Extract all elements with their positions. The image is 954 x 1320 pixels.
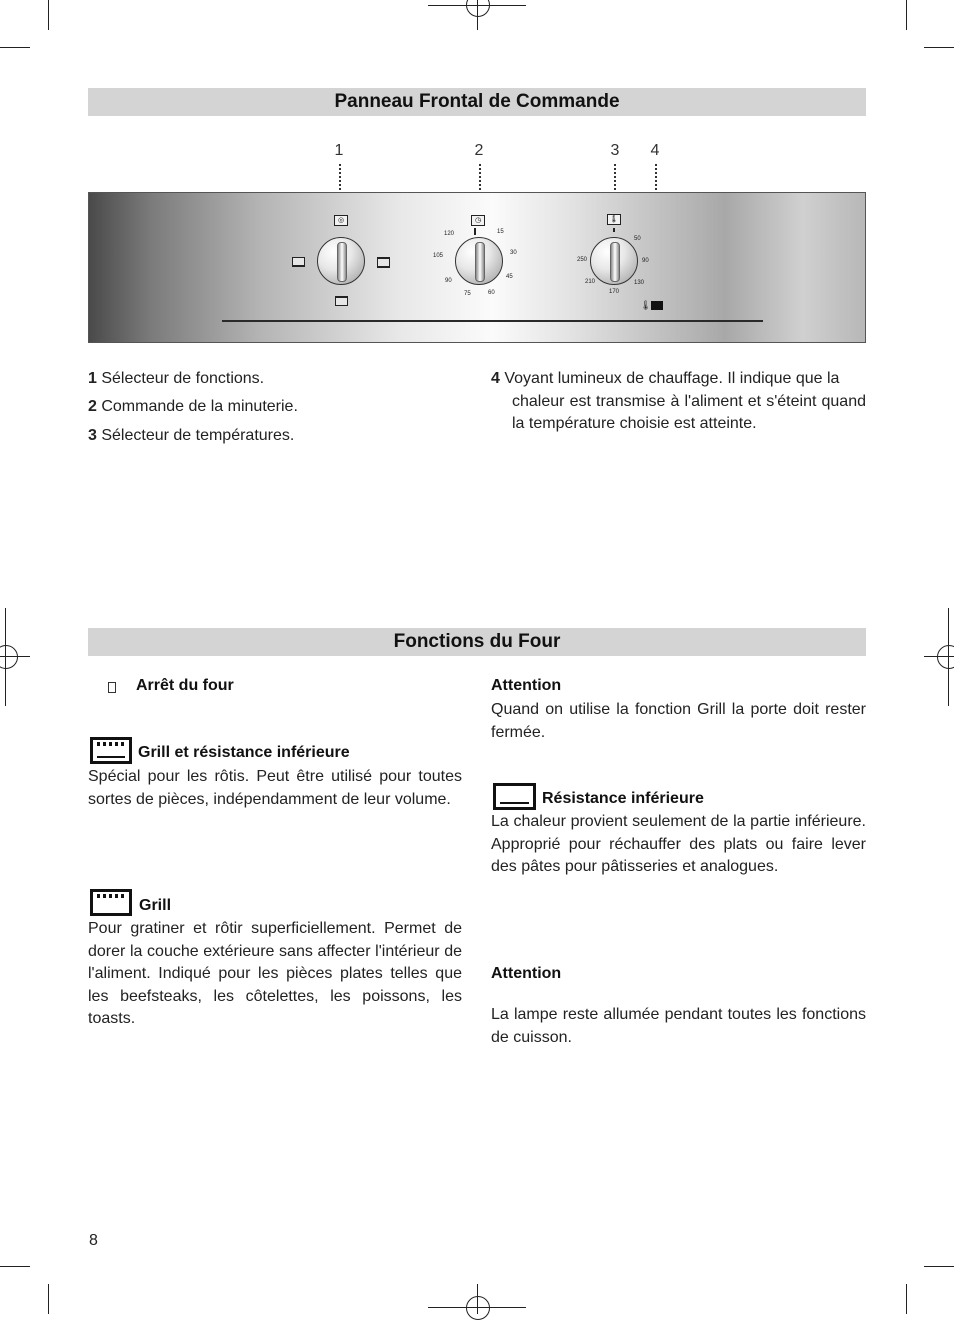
function-title-off: Arrêt du four <box>136 677 234 694</box>
timer-scale-label: 30 <box>510 250 517 256</box>
function-symbol-icon: ◎ <box>334 215 348 226</box>
timer-scale-label: 45 <box>506 274 513 280</box>
legend-num: 4 <box>491 370 500 387</box>
function-selector-knob <box>317 237 365 285</box>
temp-scale-label: 130 <box>634 280 645 286</box>
function-text-bottom: La chaleur provient seulement de la partie inférieure. Approprié pour réchauffer des plats ou faire lever des pâtes pour pâtisseries et analogues. <box>491 813 866 875</box>
temperature-knob <box>590 237 638 285</box>
timer-knob <box>455 237 503 285</box>
legend-item-1 <box>88 368 264 390</box>
bottom-heat-element-icon <box>493 783 536 810</box>
attention-text: Quand on utilise la fonction Grill la porte doit rester fermée. <box>491 701 866 741</box>
function-title-grill: Grill <box>139 897 172 914</box>
timer-scale-label: 75 <box>464 291 471 297</box>
function-title-grill-bottom: Grill et résistance inférieure <box>138 744 350 761</box>
function-title-bottom: Résistance inférieure <box>542 790 704 807</box>
oven-off-icon <box>108 682 116 693</box>
callout-4: 4 <box>650 142 660 159</box>
temp-scale-label: 170 <box>609 289 620 295</box>
callout-2: 2 <box>474 142 484 159</box>
callout-1: 1 <box>334 142 344 159</box>
timer-scale-label: 90 <box>445 278 452 284</box>
grill-icon <box>335 296 348 306</box>
section-title-panel: Panneau Frontal de Commande <box>88 88 866 116</box>
legend-text: Sélecteur de températures. <box>96 427 295 444</box>
legend-num: 1 <box>88 370 97 387</box>
function-text-grill: Pour gratiner et rôtir superficiellement. Permet de dorer la couche extérieure sans affecter l'intérieur de l'aliment. Indiqué pour les pièces plates telles que les beefsteaks, les côtelettes, les poissons, les toasts. <box>88 920 462 1027</box>
attention-title: Attention <box>491 677 562 694</box>
section-title-functions: Fonctions du Four <box>88 628 866 656</box>
temp-scale-label: 250 <box>577 257 588 263</box>
thermometer-symbol-icon: 🌡 <box>607 214 621 225</box>
legend-text: Voyant lumineux de chauffage. Il indique que la <box>499 370 840 387</box>
page-number: 8 <box>89 1232 98 1249</box>
temp-scale-label: 90 <box>642 258 649 264</box>
heating-indicator-lamp <box>651 301 663 310</box>
timer-scale-label: 105 <box>433 253 444 259</box>
legend-num: 2 <box>88 398 97 415</box>
timer-scale-label: 60 <box>488 290 495 296</box>
legend-item-3 <box>88 425 294 447</box>
timer-symbol-icon: ◷ <box>471 215 485 226</box>
callout-3: 3 <box>610 142 620 159</box>
grill-heat-icon <box>90 889 132 916</box>
timer-off-marker <box>474 228 476 235</box>
legend-text: Sélecteur de fonctions. <box>96 370 265 387</box>
grill-bottom-heat-icon <box>90 737 132 764</box>
legend-text-continued: chaleur est transmise à l'aliment et s'éteint quand la température choisie est atteinte. <box>512 392 866 432</box>
legend-item-2 <box>88 396 298 418</box>
temp-off-marker <box>613 228 615 232</box>
temp-scale-label: 50 <box>634 236 641 242</box>
bottom-heat-icon <box>292 257 305 267</box>
attention-text: La lampe reste allumée pendant toutes les fonctions de cuisson. <box>491 1006 866 1046</box>
timer-scale-label: 120 <box>444 231 455 237</box>
function-text-grill-bottom: Spécial pour les rôtis. Peut être utilisé pour toutes sortes de pièces, indépendamment de leur volume. <box>88 768 462 808</box>
control-panel-illustration <box>88 192 866 343</box>
legend-num: 3 <box>88 427 97 444</box>
legend-item-4 <box>491 368 866 436</box>
attention-title: Attention <box>491 965 562 982</box>
temp-scale-label: 210 <box>585 279 596 285</box>
panel-rail <box>222 320 763 322</box>
timer-scale-label: 15 <box>497 229 504 235</box>
grill-bottom-icon <box>377 257 390 268</box>
thermometer-icon: 🌡 <box>640 300 652 310</box>
legend-text: Commande de la minuterie. <box>96 398 298 415</box>
